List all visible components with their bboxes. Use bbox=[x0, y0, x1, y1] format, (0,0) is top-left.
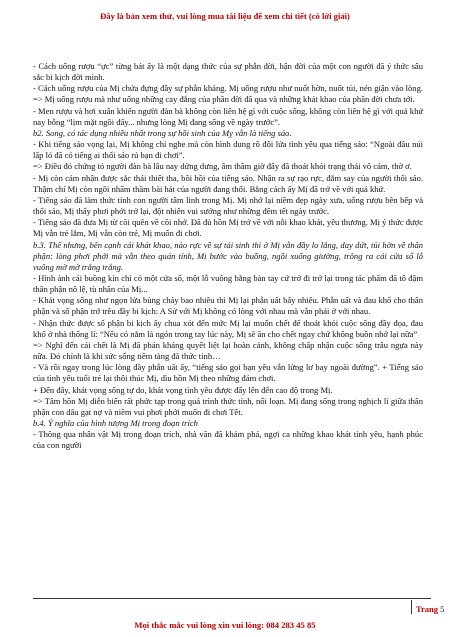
paragraph: - Hình ảnh cái buồng kín chỉ có một cửa sổ, một lỗ vuông bằng bàn tay cứ trở đi trở lại trong tác phẩm đã tô đậm thân phận nô lệ, tù nhân của Mị... bbox=[33, 272, 423, 295]
paragraph: - Mị còn cảm nhận được sắc thái thiết tha, bồi hồi của tiếng sáo. Nhận ra sự rạo rực, đắm say của người thổi sáo. Thậm chí Mị còn ngồi nhẩm thầm bài hát của người đang thổi. Bằng cách ấy Mị đã trở về với quá khứ. bbox=[33, 172, 423, 194]
paragraph: - Và rồi ngay trong lúc lòng đầy phẫn uất ấy, “tiếng sáo gọi bạn yêu vẫn lửng lơ bay ngoài đường”. + Tiếng sáo của tình yêu tuổi trẻ lại thôi thúc Mị, dìu hồn Mị theo những đám chơi. bbox=[33, 362, 423, 384]
paragraph: - Khát vọng sống như ngọn lửa bùng cháy bao nhiêu thì Mị lại phẫn uất bấy nhiêu. Phẫn uất và đau khổ cho thân phận và số phận trớ trêu đầy bi kịch: A Sử với Mị không có lòng với nhau mà vẫn phải ở với nhau. bbox=[33, 295, 423, 317]
paragraph: => Tâm hồn Mị diễn biến rất phức tạp trong quá trình thức tỉnh, nổi loạn. Mị đang sống trong nghịch lí giữa thân phận con dâu gạt nợ và niềm vui phơi phới muốn đi chơi Tết. bbox=[33, 395, 423, 417]
page-label: Trang bbox=[416, 603, 439, 614]
paragraph: - Cách uống rượu “ực” từng bát ấy là một dạng thức của sự phẫn đời, hận đời của một con người đã ý thức sâu sắc bi kịch đời mình. bbox=[33, 61, 423, 83]
page-number-value: 5 bbox=[440, 603, 445, 614]
paragraph: - Tiếng sáo đã đưa Mị từ cõi quên về cõi nhớ. Đã đủ hồn Mị trở về với nỗi khao khát, yêu thương. Mị ý thức được Mị vẫn trẻ lắm, Mị vẫn còn trẻ, Mị muốn đi chơi. bbox=[33, 217, 423, 239]
paragraph: => Nghĩ đến cái chết là Mị đã phản kháng quyết liệt lại hoàn cảnh, không chấp nhận cuộc sống trâu ngựa này nữa. Đó chính là khi sức sống tiềm tàng đã thức tỉnh… bbox=[33, 339, 423, 362]
paragraph: + Đến đây, khát vọng sống tự do, khát vọng tình yêu được đẩy lên đến cao độ trong Mị. bbox=[33, 384, 333, 395]
paragraph: - Men rượu và hơi xuân khiến người đàn bà không còn liên hệ gì với cuộc sống, không còn liên hệ gì với quá khứ nay bỗng “lịm mặt ngồi đấy... nhưng lòng Mị đang sống về ngày trước”. bbox=[33, 105, 423, 127]
section-heading: b.4. Ý nghĩa của hình tượng Mị trong đoạn trích bbox=[33, 418, 198, 428]
paragraph: - Thông qua nhân vật Mị trong đoạn trích, nhà văn đã khám phá, ngợi ca những khao khát tình yêu, hạnh phúc của con người bbox=[33, 429, 423, 451]
page-number bbox=[411, 603, 444, 617]
document-body bbox=[33, 61, 423, 451]
paragraph: - Tiếng sáo đã làm thức tỉnh con người tâm linh trong Mị. Mị nhớ lại niềm đẹp ngày xưa, uống rượu bên bếp và thổi sáo, Mị thấy phơi phới trở lại, đột nhiên vui sướng như những đêm tết ngày trước. bbox=[33, 194, 423, 217]
contact-footer: Mọi thắc mắc vui lòng xin vui lòng: 084 283 45 85 bbox=[134, 620, 316, 630]
paragraph: => Điều đó chứng tỏ người đàn bà lâu nay dửng dưng, âm thầm giờ đây đã thoát khỏi trạng thái vô cảm, thờ ơ. bbox=[33, 161, 412, 172]
paragraph: - Nhận thức được số phận bi kịch ấy chua xót đến mức Mị lại muốn chết để thoát khỏi cuộc sống đầy đọa, đau khổ ở nhà thống lí: “Nếu có nắm lá ngón trong tay lúc này, Mị sẽ ăn cho chết ngay chứ không buồn nhớ lại nữa” bbox=[33, 317, 423, 339]
paragraph: - Cách uống rượu của Mị chứa đựng đầy sự phẫn kháng. Mị uống rượu như nuốt hờn, nuốt tủi, nén giận vào lòng. => Mị uống rượu mà như uống những cay đắng của phần đời đã qua và những khát khao của phần đời chưa tới. bbox=[33, 83, 423, 105]
preview-notice-header: Đây là bản xem thử, vui lòng mua tài liệu để xem chi tiết (có lời giải) bbox=[100, 11, 350, 21]
section-heading: b2. Song, có tác dụng nhiều nhất trong sự hồi sinh của Mỵ vẫn là tiếng sáo. bbox=[33, 127, 292, 138]
paragraph: - Khi tiếng sáo vọng lại, Mị không chỉ nghe mà còn hình dung rõ đôi lứa tình yêu qua tiếng sáo: “Ngoài đầu núi lấp ló đã có tiếng ai thổi sáo rủ bạn đi chơi”. bbox=[33, 139, 423, 161]
section-heading: b.3. Thế nhưng, bên cạnh cái khát khao, nào rực về sự tái sinh thì ở Mị vẫn đầy lo lắng, day dứt, tủi hờn về thân phận: lòng phơi phới mà vẫn theo quán tính, Mị bước vào buồng, ngồi xuống giường, trông ra cái cửa sổ lỗ vuông mờ mờ trắng trắng. bbox=[33, 239, 423, 272]
footer-divider bbox=[33, 598, 431, 599]
